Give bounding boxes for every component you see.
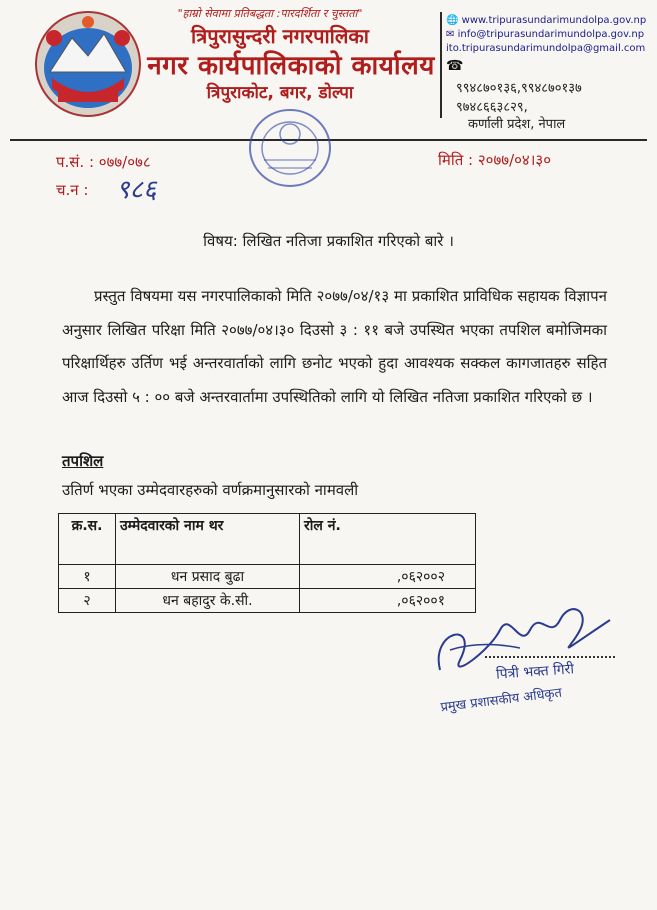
row-serial: २ bbox=[59, 589, 116, 613]
letter-subject: विषय: लिखित नतिजा प्रकाशित गरिएको बारे । bbox=[203, 232, 454, 250]
nepal-emblem-logo bbox=[32, 8, 144, 124]
signatory-title: प्रमुख प्रशासकीय अधिकृत bbox=[439, 685, 563, 716]
table-header-row bbox=[59, 514, 476, 565]
row-candidate-name: धन प्रसाद बुढा bbox=[116, 565, 300, 589]
candidates-table bbox=[58, 513, 476, 613]
column-header-serial: क्र.स. bbox=[59, 514, 116, 565]
row-roll-number: ,०६२००२ bbox=[300, 565, 476, 589]
office-name: नगर कार्यपालिकाको कार्यालय bbox=[147, 51, 435, 81]
table-row bbox=[59, 565, 476, 589]
signatory-name: पित्री भक्त गिरी bbox=[495, 661, 575, 683]
row-candidate-name: धन बहादुर के.सी. bbox=[116, 589, 300, 613]
dispatch-number: ९८६ bbox=[116, 175, 157, 205]
column-header-roll: रोल नं. bbox=[300, 514, 476, 565]
letter-body: प्रस्तुत विषयमा यस नगरपालिकाको मिति २०७७/०४/१३ मा प्रकाशित प्राविधिक सहायक विज्ञापन अनुसार लिखित परिक्षा मिति २०७७/०४।३० दिउसो ३ : ११ बजे उपस्थित भएका तपशिल बमोजिमका परिक्षार्थिहरु उर्तिण भई अन्तरवार्ताको लागि छनोट भएको हुदा आवश्यक सक्कल कागजातहरु सहित आज दिउसो ५ : ०० बजे अन्तरवार्तामा उपस्थितिको लागि यो लिखित नतिजा प्रकाशित गरिएको छ । bbox=[62, 287, 607, 406]
row-roll-number: ,०६२००१ bbox=[300, 589, 476, 613]
table-row bbox=[59, 589, 476, 613]
letter-date: मिति : २०७७/०४।३० bbox=[438, 151, 552, 169]
telephone-icon: ☎ bbox=[446, 58, 464, 74]
globe-icon: 🌐 bbox=[446, 15, 459, 26]
office-stamp bbox=[242, 104, 338, 198]
candidate-list-title: उतिर्ण भएका उम्मेदवारहरुको वर्णक्रमानुसारको नामवली bbox=[62, 481, 359, 499]
phone-numbers-2: ९७४८६६३८२९, bbox=[456, 100, 528, 115]
signature-line bbox=[485, 656, 615, 658]
mail-icon: ✉ bbox=[446, 29, 455, 40]
email-text: ✉ info@tripurasundarimundolpa.gov.np bbox=[446, 29, 645, 40]
website-text: 🌐 www.tripurasundarimundolpa.gov.np bbox=[446, 15, 647, 26]
header-divider bbox=[440, 12, 442, 118]
row-serial: १ bbox=[59, 565, 116, 589]
office-address: त्रिपुराकोट, बगर, डोल्पा bbox=[206, 83, 354, 103]
alt-email-text: ito.tripurasundarimundolpa@gmail.com bbox=[446, 43, 646, 54]
slogan: "हाम्रो सेवामा प्रतिबद्धता :पारदर्शिता र चुस्तता" bbox=[177, 7, 363, 20]
phone-numbers: ९९४८७०१३६,९९४८७०१३७ bbox=[456, 81, 582, 96]
province: कर्णाली प्रदेश, नेपाल bbox=[468, 117, 566, 132]
dispatch-label: च.न : bbox=[56, 181, 89, 199]
reference-number: प.सं. : ०७७/०७८ bbox=[56, 153, 151, 171]
details-heading: तपशिल bbox=[62, 452, 104, 470]
column-header-name: उम्मेदवारको नाम थर bbox=[116, 514, 300, 565]
municipality-name: त्रिपुरासुन्दरी नगरपालिका bbox=[191, 24, 369, 48]
